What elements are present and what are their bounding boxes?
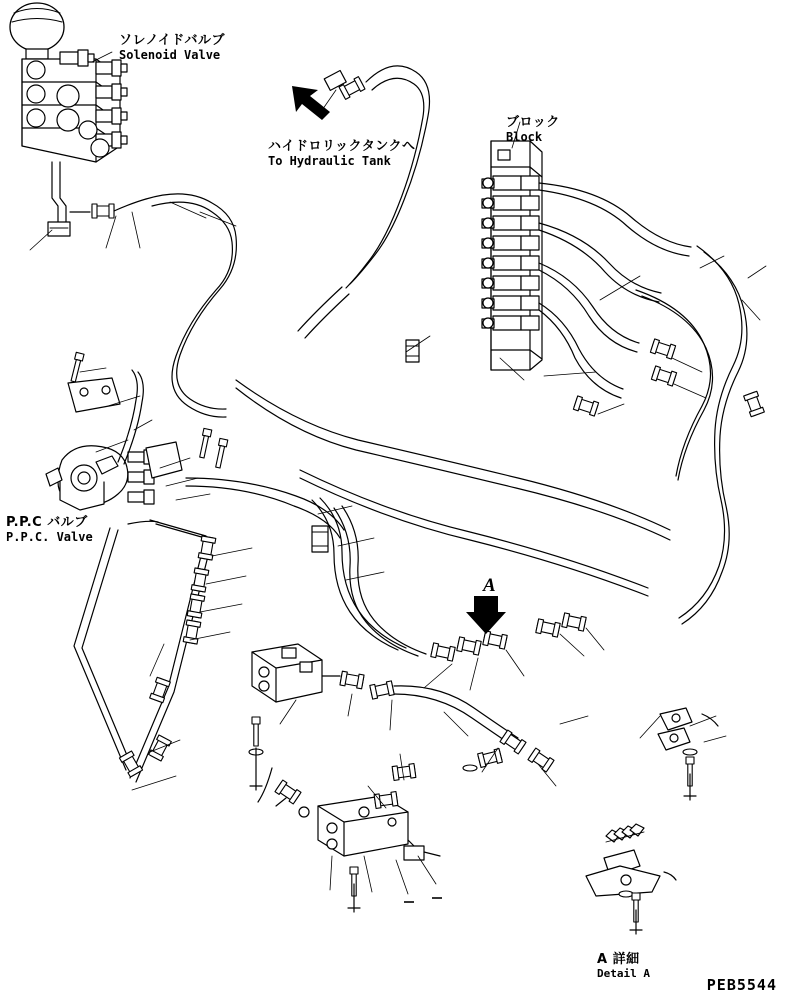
label-block <box>506 116 560 145</box>
right-lower-clamps <box>658 708 718 800</box>
label-detail-a <box>597 953 650 981</box>
label-block-jp: ブロック <box>506 115 560 130</box>
callout-letter-a: A <box>483 575 496 596</box>
label-ppc-valve <box>6 516 93 545</box>
label-solenoid-valve-en: Solenoid Valve <box>119 47 221 62</box>
detail-dash-marks <box>404 898 442 902</box>
label-detail-a-jp: A 詳細 <box>597 952 640 967</box>
right-return-lines <box>636 246 747 624</box>
label-block-en: Block <box>506 129 543 144</box>
label-to-hydraulic-tank <box>268 140 415 169</box>
ppc-to-center-hoses <box>186 478 426 656</box>
ppc-tube-loop <box>74 520 216 782</box>
label-ppc-valve-jp: P.P.C バルブ <box>6 515 88 530</box>
label-solenoid-valve-jp: ソレノイドバルブ <box>119 33 226 48</box>
main-hose-bundle <box>236 380 670 596</box>
label-to-hydraulic-tank-en: To Hydraulic Tank <box>268 153 391 168</box>
bottom-bracket <box>258 749 502 912</box>
label-solenoid-valve <box>119 34 225 63</box>
label-ppc-valve-en: P.P.C. Valve <box>6 529 93 544</box>
label-to-hydraulic-tank-jp: ハイドロリックタンクへ <box>268 139 416 154</box>
label-detail-a-en: Detail A <box>597 966 650 980</box>
hose-solenoid-to-main <box>146 194 236 417</box>
detail-a-inset <box>586 824 676 934</box>
block-assembly <box>482 141 542 370</box>
tank-arrow <box>292 86 330 120</box>
drawing-part-number: PEB5544 <box>706 976 777 994</box>
callout-arrow-a <box>466 596 506 634</box>
